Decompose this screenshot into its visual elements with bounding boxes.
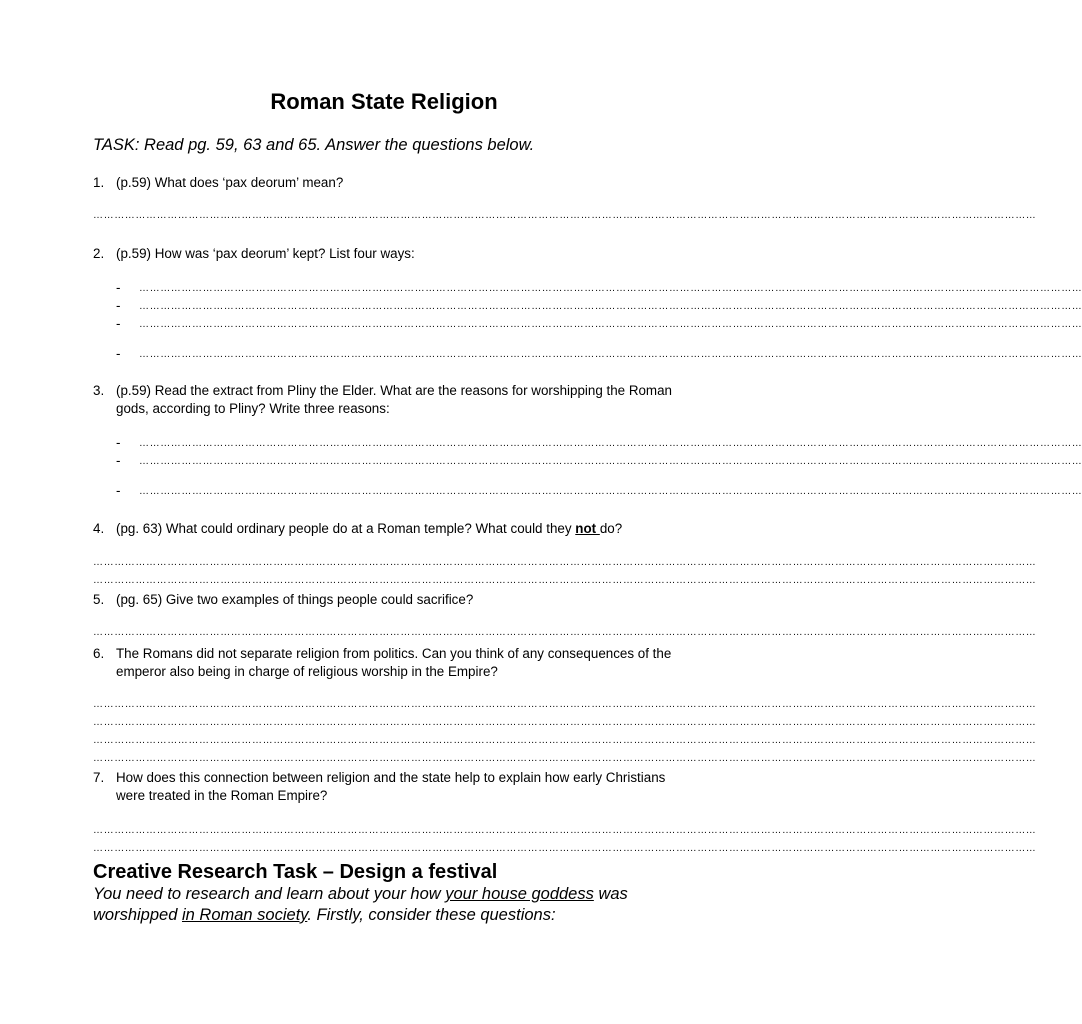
- answer-line[interactable]: ……………………………………………………………………………………………………………………………………………………………………………………………………………………………………………: [93, 735, 1037, 746]
- bullet-dash: -: [116, 298, 121, 313]
- answer-line[interactable]: ……………………………………………………………………………………………………………………………………………………………………………………………………………………………………………: [139, 319, 1082, 330]
- bullet-dash: -: [116, 453, 121, 468]
- question-number: 1.: [93, 175, 105, 190]
- answer-line[interactable]: ……………………………………………………………………………………………………………………………………………………………………………………………………………………………………………: [139, 438, 1082, 449]
- section-heading: Creative Research Task – Design a festival: [93, 861, 498, 883]
- creative-task-text: [93, 884, 693, 926]
- question-number: 6.: [93, 646, 105, 661]
- bullet-dash: -: [116, 483, 121, 498]
- question-number: 4.: [93, 521, 105, 536]
- bullet-dash: -: [116, 316, 121, 331]
- bullet-dash: -: [116, 435, 121, 450]
- question-6-text: The Romans did not separate religion from politics. Can you think of any consequences of the emperor also being in charge of religious worship in the Empire?: [116, 646, 672, 679]
- question-5-text: (pg. 65) Give two examples of things people could sacrifice?: [116, 592, 474, 607]
- answer-line[interactable]: ……………………………………………………………………………………………………………………………………………………………………………………………………………………………………………: [139, 283, 1082, 294]
- answer-line[interactable]: ……………………………………………………………………………………………………………………………………………………………………………………………………………………………………………: [93, 717, 1037, 728]
- creative-text-part-3: . Firstly, consider these questions:: [307, 906, 556, 924]
- question-3-text: (p.59) Read the extract from Pliny the Elder. What are the reasons for worshipping the Roman gods, according to Pliny? Write three reasons:: [116, 383, 672, 416]
- question-number: 7.: [93, 770, 105, 785]
- creative-text-part-2: was worshipped: [93, 885, 628, 924]
- question-4-text-before: (pg. 63) What could ordinary people do at a Roman temple? What could they: [116, 521, 576, 536]
- answer-line[interactable]: ……………………………………………………………………………………………………………………………………………………………………………………………………………………………………………: [93, 627, 1037, 638]
- question-number: 2.: [93, 246, 105, 261]
- answer-line[interactable]: ……………………………………………………………………………………………………………………………………………………………………………………………………………………………………………: [93, 210, 1037, 221]
- question-2-text: (p.59) How was ‘pax deorum’ kept? List four ways:: [116, 246, 415, 261]
- answer-line[interactable]: ……………………………………………………………………………………………………………………………………………………………………………………………………………………………………………: [139, 486, 1082, 497]
- answer-line[interactable]: ……………………………………………………………………………………………………………………………………………………………………………………………………………………………………………: [93, 825, 1037, 836]
- question-4-text: [116, 520, 676, 538]
- question-number: 3.: [93, 383, 105, 398]
- answer-line[interactable]: ……………………………………………………………………………………………………………………………………………………………………………………………………………………………………………: [93, 753, 1037, 764]
- underlined-roman-society: in Roman society: [181, 906, 308, 924]
- task-instructions: TASK: Read pg. 59, 63 and 65. Answer the questions below.: [93, 136, 535, 154]
- question-1-text: (p.59) What does ‘pax deorum’ mean?: [116, 175, 344, 190]
- answer-line[interactable]: ……………………………………………………………………………………………………………………………………………………………………………………………………………………………………………: [139, 349, 1082, 360]
- question-number: 5.: [93, 592, 105, 607]
- page-title: Roman State Religion: [270, 89, 498, 114]
- answer-line[interactable]: ……………………………………………………………………………………………………………………………………………………………………………………………………………………………………………: [139, 456, 1082, 467]
- answer-line[interactable]: ……………………………………………………………………………………………………………………………………………………………………………………………………………………………………………: [93, 699, 1037, 710]
- answer-line[interactable]: ……………………………………………………………………………………………………………………………………………………………………………………………………………………………………………: [93, 557, 1037, 568]
- bullet-dash: -: [116, 346, 121, 361]
- emphasis-not: not: [575, 521, 600, 536]
- underlined-house-goddess: your house goddess: [445, 885, 594, 903]
- answer-line[interactable]: ……………………………………………………………………………………………………………………………………………………………………………………………………………………………………………: [93, 575, 1037, 586]
- question-7-text: How does this connection between religion and the state help to explain how early Christians were treated in the Roman Empire?: [116, 770, 666, 803]
- answer-line[interactable]: ……………………………………………………………………………………………………………………………………………………………………………………………………………………………………………: [93, 843, 1037, 854]
- bullet-dash: -: [116, 280, 121, 295]
- answer-line[interactable]: ……………………………………………………………………………………………………………………………………………………………………………………………………………………………………………: [139, 301, 1082, 312]
- creative-text-part-1: You need to research and learn about your how: [93, 885, 446, 903]
- question-4-text-after: do?: [599, 521, 623, 536]
